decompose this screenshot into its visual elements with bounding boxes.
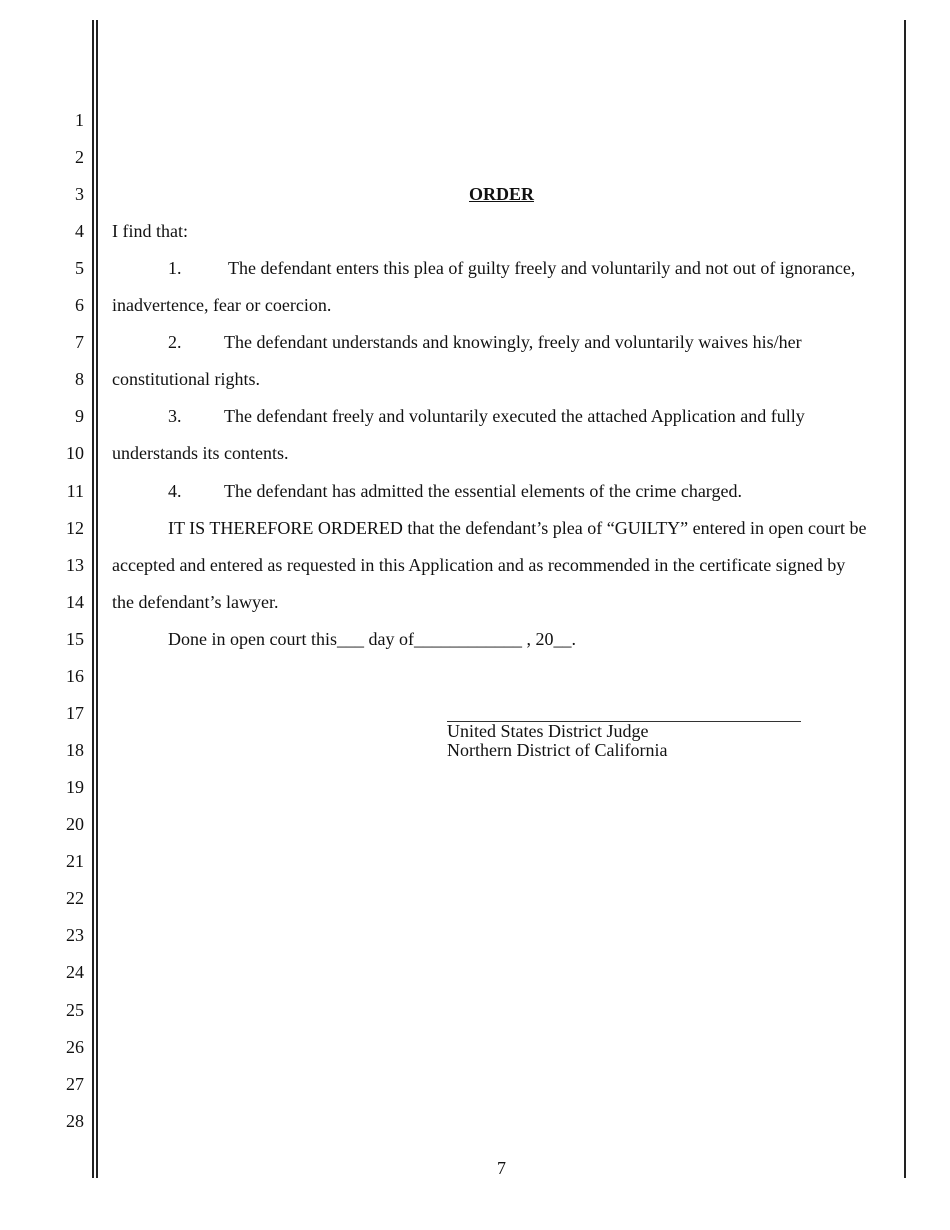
left-margin-rule bbox=[92, 20, 94, 1178]
line-number: 24 bbox=[66, 962, 84, 982]
finding-text: The defendant has admitted the essential elements of the crime charged. bbox=[224, 481, 742, 501]
line-number: 9 bbox=[75, 406, 84, 426]
finding-text: The defendant understands and knowingly, freely and voluntarily waives his/her bbox=[224, 332, 802, 352]
line-number: 3 bbox=[75, 184, 84, 204]
line-number: 14 bbox=[66, 592, 84, 612]
line-number: 18 bbox=[66, 740, 84, 760]
judge-title: United States District Judge bbox=[447, 721, 649, 741]
order-paragraph-line: IT IS THEREFORE ORDERED that the defendant’s plea of “GUILTY” entered in open court be bbox=[168, 518, 867, 538]
finding-text: inadvertence, fear or coercion. bbox=[112, 295, 332, 315]
line-number: 23 bbox=[66, 925, 84, 945]
line-number: 22 bbox=[66, 888, 84, 908]
finding-text: The defendant freely and voluntarily executed the attached Application and fully bbox=[224, 406, 805, 426]
line-number: 2 bbox=[75, 147, 84, 167]
order-paragraph-line: the defendant’s lawyer. bbox=[112, 592, 279, 612]
line-number: 15 bbox=[66, 629, 84, 649]
line-number: 17 bbox=[66, 703, 84, 723]
page-number: 7 bbox=[497, 1158, 506, 1178]
line-number: 28 bbox=[66, 1111, 84, 1131]
line-number: 19 bbox=[66, 777, 84, 797]
finding-number: 2. bbox=[168, 332, 182, 352]
left-margin-rule bbox=[96, 20, 98, 1178]
line-number: 5 bbox=[75, 258, 84, 278]
line-number: 26 bbox=[66, 1037, 84, 1057]
finding-number: 4. bbox=[168, 481, 182, 501]
right-margin-rule bbox=[904, 20, 906, 1178]
order-heading: ORDER bbox=[469, 184, 535, 204]
line-number: 11 bbox=[66, 481, 84, 501]
line-number: 21 bbox=[66, 851, 84, 871]
line-number: 6 bbox=[75, 295, 84, 315]
finding-text: The defendant enters this plea of guilty freely and voluntarily and not out of ignorance, bbox=[228, 258, 856, 278]
line-number: 1 bbox=[75, 110, 84, 130]
intro-text: I find that: bbox=[112, 221, 188, 241]
finding-number: 1. bbox=[168, 258, 182, 278]
line-number: 25 bbox=[66, 1000, 84, 1020]
line-number: 4 bbox=[75, 221, 84, 241]
line-number: 16 bbox=[66, 666, 84, 686]
finding-number: 3. bbox=[168, 406, 182, 426]
order-paragraph-line: accepted and entered as requested in this Application and as recommended in the certificate signed by bbox=[112, 555, 846, 575]
line-number: 7 bbox=[75, 332, 84, 352]
finding-text: constitutional rights. bbox=[112, 369, 260, 389]
line-number: 20 bbox=[66, 814, 84, 834]
line-number: 27 bbox=[66, 1074, 84, 1094]
line-number: 13 bbox=[66, 555, 84, 575]
line-number: 10 bbox=[66, 443, 84, 463]
line-number: 12 bbox=[66, 518, 84, 538]
done-in-court-line: Done in open court this___ day of____________ , 20__. bbox=[168, 629, 576, 649]
line-number: 8 bbox=[75, 369, 84, 389]
judge-district: Northern District of California bbox=[447, 740, 668, 760]
finding-text: understands its contents. bbox=[112, 443, 289, 463]
